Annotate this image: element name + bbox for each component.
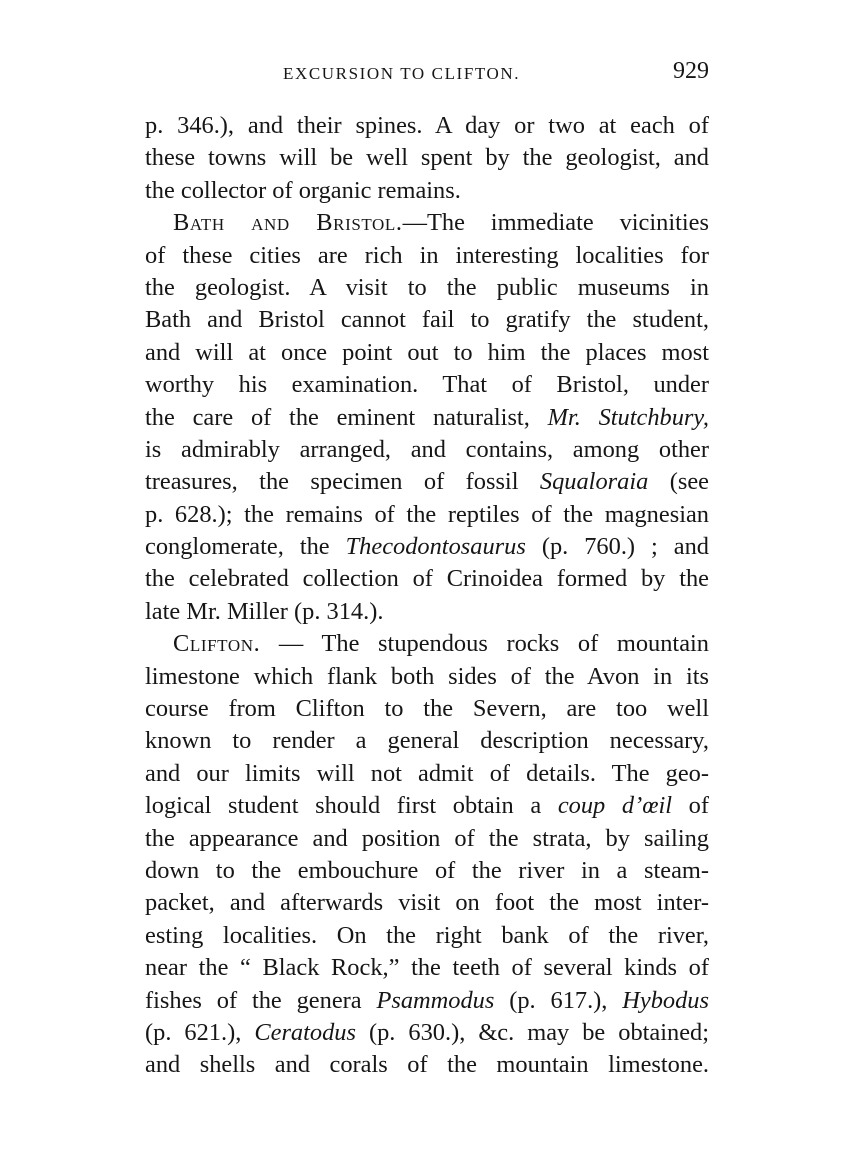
text-segment: limestone which flank both sides of the Avon in its: [145, 662, 709, 690]
text-segment: packet, and afterwards visit on foot the most inter-: [145, 889, 709, 917]
text-segment: (p. 617.),: [494, 986, 623, 1014]
italic-term: Psammodus: [376, 986, 495, 1014]
text-segment: (p. 630.), &c. may be obtained;: [355, 1018, 710, 1046]
text-segment: conglomerate, the: [145, 533, 346, 561]
text-segment: worthy his examination. That of Bristol, under: [145, 371, 709, 399]
italic-term: Thecodontosaurus: [345, 533, 526, 561]
section-heading: Clifton.: [173, 630, 261, 658]
italic-term: Ceratodus: [254, 1018, 356, 1046]
text-segment: p. 628.); the remains of the reptiles of the magnesian: [145, 500, 709, 528]
text-line: [145, 369, 709, 401]
text-line: [145, 337, 709, 369]
text-line: [145, 985, 709, 1017]
running-title: EXCURSION TO CLIFTON.: [283, 64, 521, 83]
text-line: [145, 661, 709, 693]
text-line: [145, 823, 709, 855]
italic-term: Squaloraia: [539, 468, 649, 496]
text-line: [145, 142, 709, 174]
text-line: [145, 402, 709, 434]
text-line: [145, 466, 709, 498]
text-segment: of: [672, 792, 709, 820]
text-segment: is admirably arranged, and contains, among other: [145, 435, 709, 463]
text-segment: and shells and corals of the mountain limestone.: [145, 1051, 709, 1079]
text-line: [145, 175, 709, 207]
text-line: [145, 304, 709, 336]
text-line: [145, 1049, 709, 1081]
text-line: [145, 758, 709, 790]
text-segment: esting localities. On the right bank of the river,: [145, 921, 709, 949]
text-line: [145, 240, 709, 272]
text-line: [145, 628, 709, 660]
text-line: [145, 531, 709, 563]
text-line: [145, 207, 709, 239]
text-line: [145, 563, 709, 595]
text-line: [145, 499, 709, 531]
text-segment: fishes of the genera: [145, 986, 377, 1014]
text-line: [145, 887, 709, 919]
text-segment: of these cities are rich in interesting localities for: [145, 241, 709, 269]
text-segment: these towns will be well spent by the geologist, and: [145, 144, 709, 172]
italic-term: coup d’œil: [557, 792, 673, 820]
text-line: [145, 596, 709, 628]
text-segment: course from Clifton to the Severn, are too well: [145, 695, 709, 723]
text-segment: Bath and Bristol cannot fail to gratify the student,: [145, 306, 709, 334]
text-line: [145, 952, 709, 984]
text-segment: treasures, the specimen of fossil: [145, 468, 540, 496]
text-line: [145, 272, 709, 304]
text-segment: the celebrated collection of Crinoidea formed by the: [145, 565, 709, 593]
text-line: [145, 434, 709, 466]
text-segment: the care of the eminent naturalist,: [145, 403, 548, 431]
italic-term: Mr. Stutchbury,: [547, 403, 709, 431]
text-line: [145, 725, 709, 757]
body-text: [145, 110, 709, 1082]
text-line: [145, 920, 709, 952]
italic-term: Hybodus: [622, 986, 709, 1014]
text-segment: —The immediate vicinities: [402, 209, 710, 237]
text-segment: logical student should first obtain a: [145, 792, 558, 820]
text-segment: and our limits will not admit of details. The geo-: [145, 759, 709, 787]
text-segment: p. 346.), and their spines. A day or two at each of: [145, 112, 709, 139]
text-segment: and will at once point out to him the places most: [145, 338, 709, 366]
text-segment: late Mr. Miller (p. 314.).: [145, 597, 384, 625]
text-segment: the geologist. A visit to the public museums in: [145, 273, 709, 301]
text-line: [145, 693, 709, 725]
text-segment: (see: [648, 468, 709, 496]
page-number: 929: [673, 58, 709, 84]
text-segment: — The stupendous rocks of mountain: [260, 630, 709, 658]
text-line: [145, 855, 709, 887]
text-segment: the collector of organic remains.: [145, 176, 461, 204]
text-segment: near the “ Black Rock,” the teeth of several kinds of: [145, 954, 709, 982]
text-segment: (p. 760.) ; and: [525, 533, 710, 561]
text-line: [145, 1017, 709, 1049]
text-segment: down to the embouchure of the river in a steam-: [145, 856, 709, 884]
text-line: [145, 790, 709, 822]
text-segment: known to render a general description necessary,: [145, 727, 709, 755]
section-heading: Bath and Bristol.: [173, 209, 403, 237]
text-line: [145, 110, 709, 142]
text-segment: the appearance and position of the strata, by sailing: [145, 824, 709, 852]
text-segment: (p. 621.),: [145, 1018, 255, 1046]
book-page: [145, 58, 709, 1082]
running-head: [145, 58, 709, 94]
